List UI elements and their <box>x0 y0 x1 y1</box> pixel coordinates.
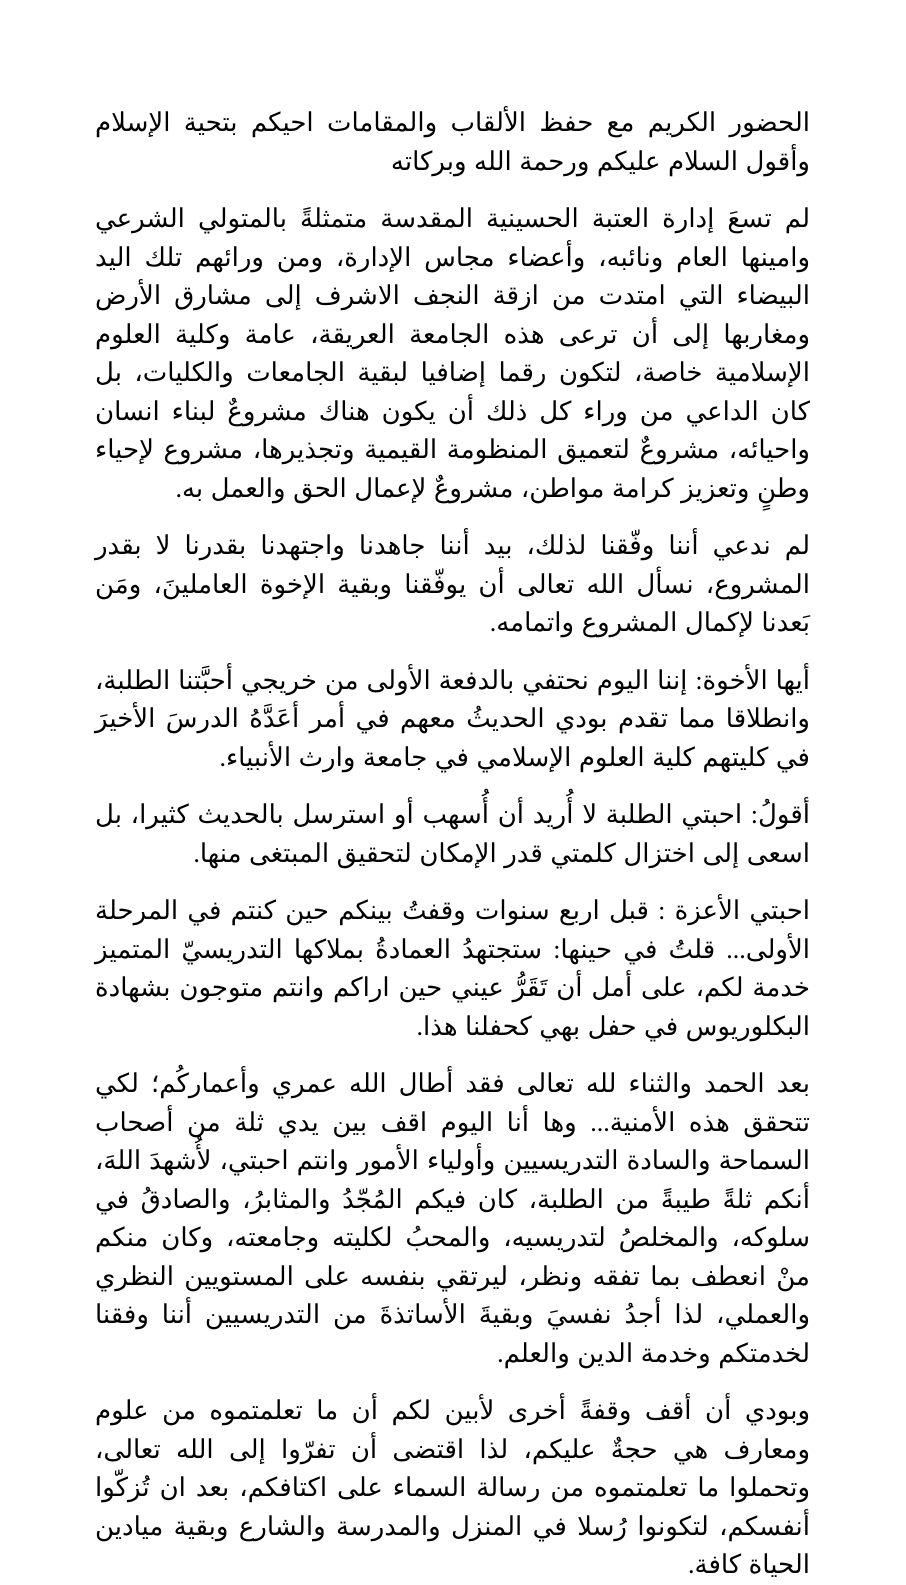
paragraph-greeting: الحضور الكريم مع حفظ الألقاب والمقامات احيكم بتحية الإسلام وأقول السلام عليكم ورحمة الله وبركاته <box>95 108 810 176</box>
paragraph-responsibility: وبودي أن أقف وقفةً أخرى لأبين لكم أن ما تعلمتموه من علوم ومعارف هي حجةٌ عليكم، لذا اقتضى أن تفرّوا إلى الله تعالى، وتحملوا ما تعلمتموه من رسالة السماء على اكتافكم، بعد ان تُزكّوا أنفسكم، لتكونوا رُسلا في المنزل والمدرسة والشارع وبقية ميادين الحياة كافة. <box>95 1396 810 1579</box>
paragraph-praise-students: بعد الحمد والثناء لله تعالى فقد أطال الله عمري وأعماركُم؛ لكي تتحقق هذه الأمنية... وها أنا اليوم اقف بين يدي ثلة من أصحاب السماحة والسادة التدريسيين وأولياء الأمور وانتم احبتي، لأُشهدَ اللهَ، أنكم ثلةً طيبةً من الطلبة، كان فيكم المُجّدُ والمثابرُ، والصادقُ في سلوكه، والمخلصُ لتدريسيه، والمحبُ لكليته وجامعته، وكان منكم منْ انعطف بما تفقه ونظر، ليرتقي بنفسه على المستويين النظري والعملي، لذا أجدُ نفسيَ وبقيةَ الأساتذةَ من التدريسيين أننا وفقنا لخدمتكم وخدمة الدين والعلم. <box>95 1069 810 1368</box>
paragraph-humility: لم ندعي أننا وفّقنا لذلك، بيد أننا جاهدنا واجتهدنا بقدرنا لا بقدر المشروع، نسأل الله تعالى أن يوفّقنا وبقية الإخوة العاملينَ، ومَن بَعدنا لإكمال المشروع واتمامه. <box>95 531 810 637</box>
paragraph-first-cohort: أيها الأخوة: إننا اليوم نحتفي بالدفعة الأولى من خريجي أحبَّتنا الطلبة، وانطلاقا مما تقدم بودي الحديثُ معهم في أمر أعَدَّهُ الدرسَ الأخيرَ في كليتهم كلية العلوم الإسلامي في جامعة وارث الأنبياء. <box>95 665 810 772</box>
paragraph-four-years-ago: احبتي الأعزة : قبل اربع سنوات وقفتُ بينكم حين كنتم في المرحلة الأولى... قلتُ في حينها: ستجتهدُ العمادةُ بملاكها التدريسيّ المتميز خدمة لكم، على أمل أن تَقَرُّ عيني حين اراكم وانتم متوجون بشهادة البكلوريوس في حفل بهي كحفلنا هذا. <box>95 896 810 1041</box>
paragraph-administration: لم تسعَ إدارة العتبة الحسينية المقدسة متمثلةً بالمتولي الشرعي وامينها العام ونائبه، وأعضاء مجاس الإدارة، ومن ورائهم تلك اليد البيضاء التي امتدت من ازقة النجف الاشرف إلى مشارق الأرض ومغاربها إلى أن ترعى هذه الجامعة العريقة، عامة وكلية العلوم الإسلامية خاصة، لتكون رقما إضافيا لبقية الجامعات والكليات، بل كان الداعي من وراء كل ذلك أن يكون هناك مشروعٌ لبناء انسان واحيائه، مشروعٌ لتعميق المنظومة القيمية وتجذيرها، مشروع لإحياء وطنٍ وتعزيز كرامة مواطن، مشروعٌ لإعمال الحق والعمل به. <box>95 204 810 503</box>
paragraph-brevity: أقولُ: احبتي الطلبة لا أُريد أن أُسهب أو استرسل بالحديث كثيرا، بل اسعى إلى اختزال كلمتي قدر الإمكان لتحقيق المبتغى منها. <box>95 800 810 868</box>
